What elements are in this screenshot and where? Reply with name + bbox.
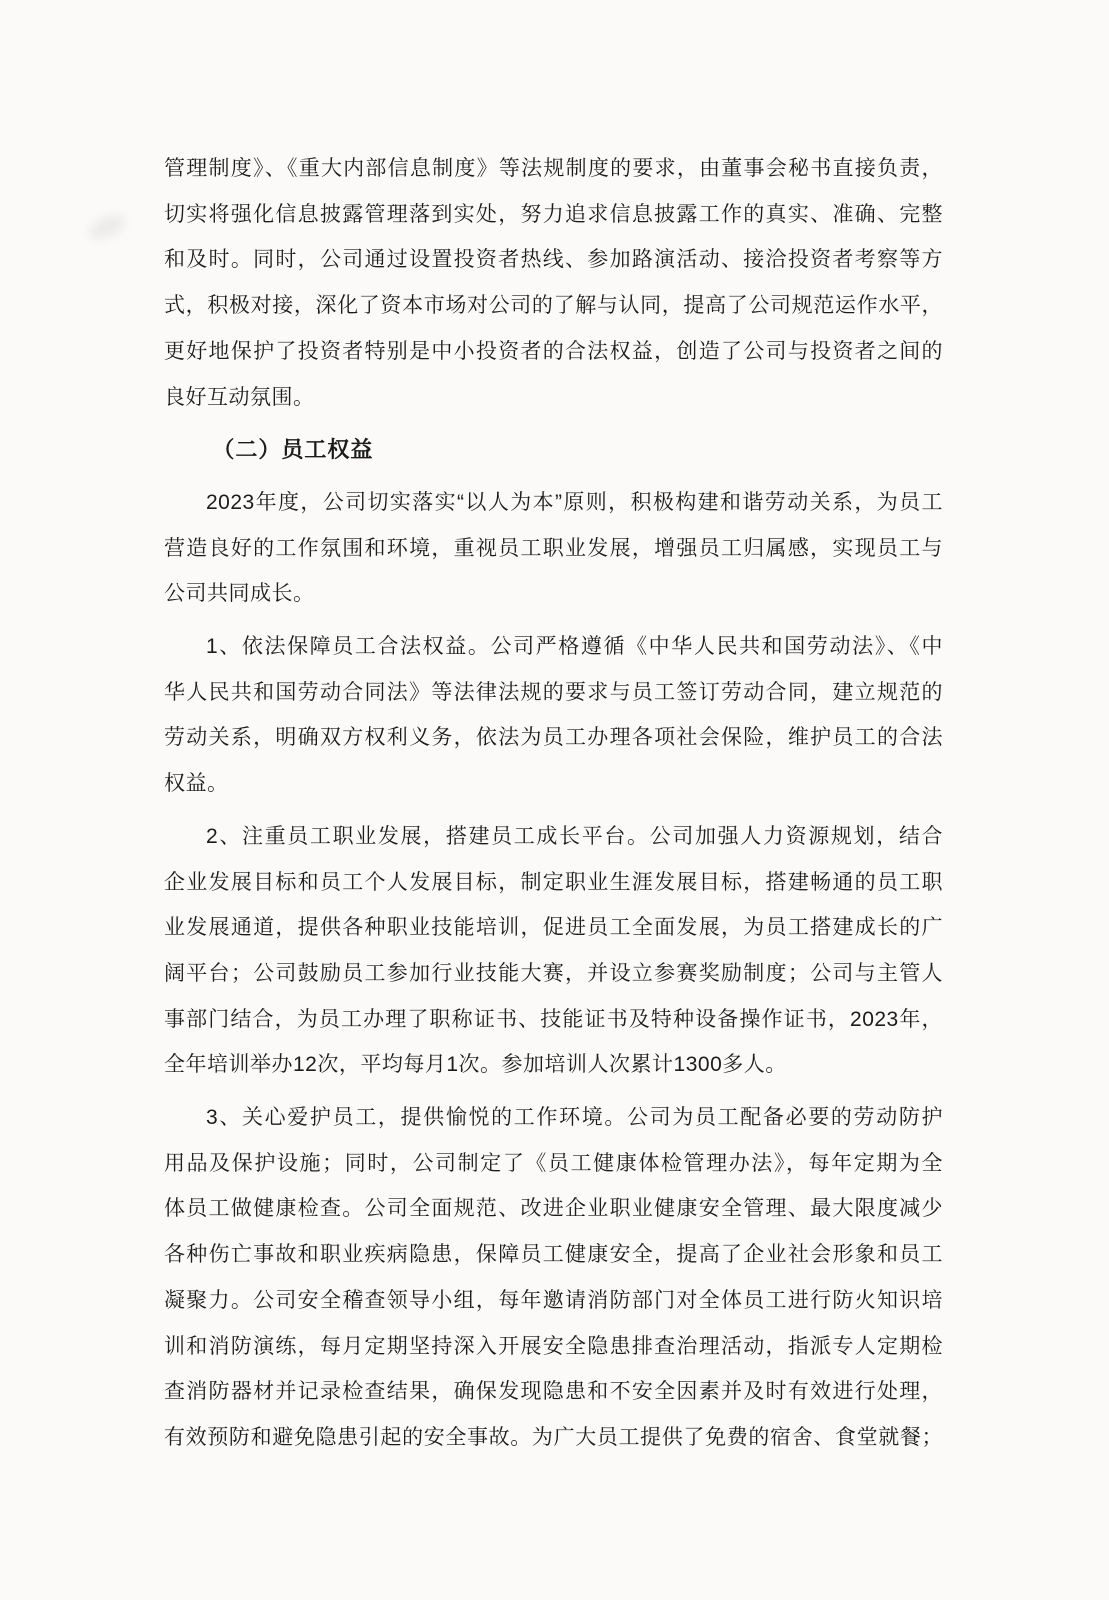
text-line: 更好地保护了投资者特别是中小投资者的合法权益，创造了公司与投资者之间的 [164,339,943,363]
paragraph-employee-rights-intro [164,480,943,617]
text-line: 3、关心爱护员工，提供愉悦的工作环境。公司为员工配备必要的劳动防护 [206,1106,943,1130]
text-line: 各种伤亡事故和职业疾病隐患，保障员工健康安全，提高了企业社会形象和员工 [164,1243,943,1267]
scan-smudge-artifact [86,211,128,243]
text-line: 2、注重员工职业发展，搭建员工成长平台。公司加强人力资源规划，结合 [206,824,943,848]
text-line: 业发展通道，提供各种职业技能培训，促进员工全面发展，为员工搭建成长的广 [164,916,943,940]
text-line: 权益。 [164,772,229,796]
text-line: 训和消防演练，每月定期坚持深入开展安全隐患排查治理活动，指派专人定期检 [164,1334,943,1358]
paragraph-disclosure-continuation [164,146,943,420]
text-line: 1、依法保障员工合法权益。公司严格遵循《中华人民共和国劳动法》、《中 [206,635,943,659]
text-line: 劳动关系，明确双方权利义务，依法为员工办理各项社会保险，维护员工的合法 [164,726,943,750]
section-heading-employee-rights: （二）员工权益 [212,437,374,463]
text-line: 企业发展目标和员工个人发展目标，制定职业生涯发展目标，搭建畅通的员工职 [164,870,943,894]
text-line: 查消防器材并记录检查结果，确保发现隐患和不安全因素并及时有效进行处理， [164,1380,943,1404]
text-line: 体员工做健康检查。公司全面规范、改进企业职业健康安全管理、最大限度减少 [164,1197,943,1221]
text-line: 管理制度》、《重大内部信息制度》等法规制度的要求，由董事会秘书直接负责， [164,157,943,180]
text-line: 和及时。同时，公司通过设置投资者热线、参加路演活动、接洽投资者考察等方 [164,248,943,272]
document-text-block [164,146,943,1468]
text-line: 式，积极对接，深化了资本市场对公司的了解与认同，提高了公司规范运作水平， [164,294,943,318]
text-line: 2023年度，公司切实落实“以人为本”原则，积极构建和谐劳动关系，为员工 [206,490,943,514]
text-line: 良好互动氛围。 [164,385,315,409]
text-line: 用品及保护设施；同时，公司制定了《员工健康体检管理办法》，每年定期为全 [164,1151,943,1175]
text-line: 有效预防和避免隐患引起的安全事故。为广大员工提供了免费的宿舍、食堂就餐； [164,1425,943,1449]
paragraph-item-1-legal-rights [164,624,943,807]
paragraph-item-3-employee-care [164,1095,943,1461]
text-line: 华人民共和国劳动合同法》等法律法规的要求与员工签订劳动合同，建立规范的 [164,680,943,704]
text-line: 凝聚力。公司安全稽查领导小组，每年邀请消防部门对全体员工进行防火知识培 [164,1288,943,1312]
text-line: 阔平台；公司鼓励员工参加行业技能大赛，并设立参赛奖励制度；公司与主管人 [164,961,943,985]
text-line: 切实将强化信息披露管理落到实处，努力追求信息披露工作的真实、准确、完整 [164,202,943,226]
text-line: 公司共同成长。 [164,582,315,606]
text-line: 事部门结合，为员工办理了职称证书、技能证书及特种设备操作证书，2023年， [164,1007,943,1031]
text-line: 营造良好的工作氛围和环境，重视员工职业发展，增强员工归属感，实现员工与 [164,536,943,560]
paragraph-item-2-career-development [164,814,943,1088]
text-line: 全年培训举办12次，平均每月1次。参加培训人次累计1300多人。 [164,1053,787,1077]
